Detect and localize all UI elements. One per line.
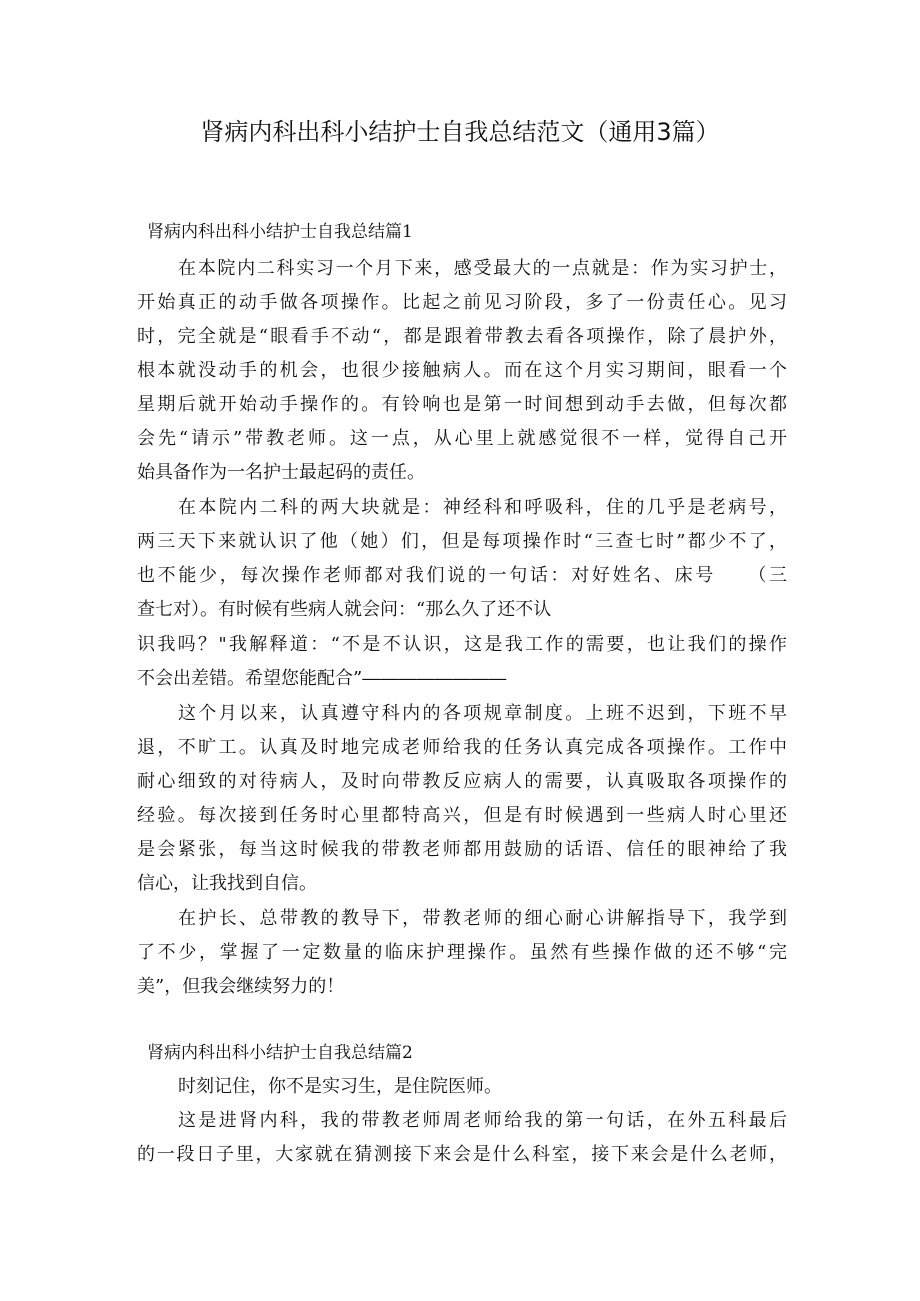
paragraph-line: 时，完全就是“眼看手不动“，都是跟着带教去看各项操作，除了晨护外， [137, 326, 787, 347]
paragraph-line: 信心，让我找到自信。 [137, 873, 317, 894]
paragraph-line: 的一段日子里，大家就在猜测接下来会是什么科室，接下来会是什么老师， [137, 1144, 787, 1165]
paragraph-line: 识我吗？"我解释道：“不是不认识，这是我工作的需要，也让我们的操作 [137, 634, 787, 655]
paragraph-line: 是会紧张，每当这时候我的带教老师都用鼓励的话语、信任的眼神给了我 [137, 839, 787, 860]
paragraph-line: 退，不旷工。认真及时地完成老师给我的任务认真完成各项操作。工作中 [137, 737, 787, 758]
paragraph-line: 会先“请示”带教老师。这一点，从心里上就感觉很不一样，觉得自己开 [137, 428, 787, 449]
paragraph-line: 这是进肾内科，我的带教老师周老师给我的第一句话，在外五科最后 [178, 1110, 787, 1131]
paragraph-line: 不会出差错。希望您能配合”―――――――― [137, 668, 507, 689]
paragraph-line: 也不能少，每次操作老师都对我们说的一句话：对好姓名、床号 （三 [137, 565, 787, 586]
paragraph-line: 耐心细致的对待病人，及时向带教反应病人的需要，认真吸取各项操作的 [137, 771, 787, 792]
paragraph-line: 根本就没动手的机会，也很少接触病人。而在这个月实习期间，眼看一个 [137, 360, 787, 381]
paragraph-line: 在护长、总带教的教导下，带教老师的细心耐心讲解指导下，我学到 [178, 908, 787, 929]
paragraph-line: 美”，但我会继续努力的！ [137, 976, 345, 997]
paragraph-line: 了不少，掌握了一定数量的临床护理操作。虽然有些操作做的还不够“完 [137, 942, 787, 963]
section-heading: 肾病内科出科小结护士自我总结篇1 [147, 222, 413, 242]
paragraph-line: 两三天下来就认识了他（她）们，但是每项操作时“三查七时”都少不了， [137, 531, 787, 552]
section-heading: 肾病内科出科小结护士自我总结篇2 [147, 1043, 413, 1063]
paragraph-line: 时刻记住，你不是实习生，是住院医师。 [178, 1076, 502, 1097]
paragraph-line: 始具备作为一名护士最起码的责任。 [137, 462, 425, 483]
paragraph-line: 这个月以来，认真遵守科内的各项规章制度。上班不迟到，下班不早 [178, 703, 787, 724]
paragraph-line: 在本院内二科的两大块就是：神经科和呼吸科，住的几乎是老病号， [178, 497, 787, 518]
paragraph-line: 查七对）。有时候有些病人就会问：“那么久了还不认 [137, 599, 552, 620]
paragraph-line: 经验。每次接到任务时心里都特高兴，但是有时候遇到一些病人时心里还 [137, 805, 787, 826]
paragraph-line: 星期后就开始动手操作的。有铃响也是第一时间想到动手去做，但每次都 [137, 394, 787, 415]
paragraph-line: 在本院内二科实习一个月下来，感受最大的一点就是：作为实习护士， [178, 258, 787, 279]
document-title: 肾病内科出科小结护士自我总结范文（通用3篇） [200, 118, 720, 146]
paragraph-line: 开始真正的动手做各项操作。比起之前见习阶段，多了一份责任心。见习 [137, 292, 787, 313]
